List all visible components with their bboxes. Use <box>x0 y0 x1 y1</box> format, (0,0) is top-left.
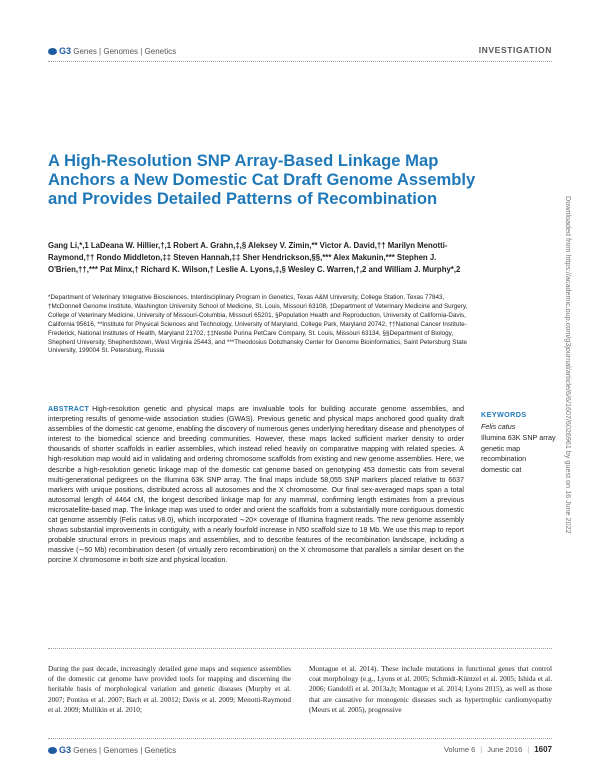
footer-journal-name: G3 <box>59 745 72 755</box>
journal-name: G3 <box>59 46 72 56</box>
footer-journal-tagline: Genes | Genomes | Genetics <box>73 746 177 755</box>
body-column-right: Montague et al. 2014). These include mutations in functional genes that control coat morphology (e.g., Lyons et al. 2005; Schmidt-Küntzel et al. 2005; Ishida et al. 2006; Gandolfi et al. 2013a,b; Montague et al. 2014; Lyons 2015), as well as those that are causative for monogenic diseases such as hypertrophic cardiomyopathy (Meurs et al. 2005), progressive <box>309 665 552 714</box>
footer-journal-logo <box>48 745 176 755</box>
journal-tagline: Genes | Genomes | Genetics <box>73 47 177 56</box>
abstract <box>48 405 464 567</box>
g3-logo-icon <box>48 48 57 55</box>
abstract-divider <box>48 648 552 649</box>
keywords-heading: KEYWORDS <box>481 410 527 419</box>
footer-volume: Volume 6 <box>443 745 476 754</box>
page-number: 1607 <box>534 745 552 754</box>
keyword-item: Felis catus <box>481 422 516 431</box>
abstract-text: High-resolution genetic and physical maps are invaluable tools for building accurate genome assemblies, and interpreting results of genome-wide association studies (GWAS). Previous genetic and physical maps anchored good quality draft assemblies of the domestic cat genome, enabling the discovery of numerous genes underlying hereditary disease and phenotypes of interest to the biomedical science and breeding communities. However, these maps lacked sufficient marker density to order thousands of shorter scaffolds in earlier assemblies, which instead relied heavily on comparative mapping with related species. A high-resolution map would aid in validating and ordering chromosome scaffolds from existing and new genome assemblies. Here, we describe a high-resolution genetic linkage map of the domestic cat genome based on genotyping 453 domestic cats from several multi-generational pedigrees on the Illumina 63K SNP array. The final maps include 58,055 SNP markers placed relative to 6637 markers with unique positions, distributed across all autosomes and the X chromosome. Our final sex-averaged maps span a total autosomal length of 4464 cM, the longest described linkage map for any mammal, confirming length estimates from a previous microsatellite-based map. The linkage map was used to order and orient the scaffolds from a substantially more contiguous domestic cat genome assembly (Felis catus v8.0), which incorporated ∼20× coverage of Illumina fragment reads. The new genome assembly shows substantial improvements in contiguity, with a nearly fourfold increase in N50 scaffold size to 18 Mb. We use this map to report probable structural errors in previous maps and assemblies, and to describe features of the recombination landscape, including a massive (∼50 Mb) recombination desert (of virtually zero recombination) on the X chromosome that parallels a similar desert on the porcine X chromosome in both size and physical location. <box>48 406 464 565</box>
keyword-item: recombination <box>481 454 527 464</box>
keyword-item: domestic cat <box>481 465 522 475</box>
keyword-item: Illumina 63K SNP array <box>481 432 556 442</box>
footer-date: June 2016 <box>487 745 523 754</box>
abstract-heading: ABSTRACT <box>48 406 90 413</box>
header-divider <box>48 61 552 62</box>
keywords-box <box>481 410 561 476</box>
section-label: INVESTIGATION <box>478 45 552 55</box>
keyword-item: genetic map <box>481 443 521 453</box>
affiliations: *Department of Veterinary Integrative Biosciences, Interdisciplinary Program in Genetics, Texas A&M University, College Station, Texas 77843, †McDonnell Genome Institute, Washington University School of Medicine, St. Louis, Missouri 63108, ‡Department of Veterinary Medicine and Surgery, College of Veterinary Medicine, University of Missouri-Columbia, Missouri 65201, §Population Health and Reproduction, University of California-Davis, California 95616, **Institute for Physical Sciences and Technology, University of Maryland, College Park, Maryland 20742, ††National Cancer Institute-Frederick, National Institutes of Health, Maryland 21702, ‡‡Nestlé Purina PetCare Company, St. Louis, Missouri 63134, §§Department of Biology, Shepherd University, Shepherdstown, West Virginia 25443, and ***Theodosius Dobzhansky Center for Genome Bioinformatics, Saint Petersburg State University, 199004 St. Petersburg, Russia <box>48 294 468 355</box>
footer-divider <box>48 738 552 739</box>
footer-citation: Volume 6 | June 2016 | 1607 <box>443 745 552 754</box>
article-title: A High-Resolution SNP Array-Based Linkage Map Anchors a New Domestic Cat Draft Genome Assembly and Provides Detailed Patterns of Recombination <box>48 151 476 208</box>
download-note: Downloaded from https://academic.oup.com/g3journal/article/6/6/1607/6026961 by guest on 16 June 2022 <box>564 196 573 534</box>
author-list: Gang Li,*,1 LaDeana W. Hillier,†,1 Robert A. Grahn,‡,§ Aleksey V. Zimin,** Victor A. David,†† Marilyn Menotti-Raymond,†† Rondo Middleton,‡‡ Steven Hannah,‡‡ Sher Hendrickson,§§,*** Alex Makunin,*** Stephen J. O'Brien,††,*** Pat Minx,† Richard K. Wilson,† Leslie A. Lyons,‡,§ Wesley C. Warren,†,2 and William J. Murphy*,2 <box>48 241 461 274</box>
journal-logo <box>48 46 176 56</box>
g3-logo-icon <box>48 747 57 754</box>
body-column-left: During the past decade, increasingly detailed gene maps and sequence assemblies of the domestic cat genome have provided tools for mapping and discerning the heritable basis of morphological variation and genetic diseases (Murphy et al. 2007; Pontius et al. 2007; Bach et al. 20012; Davis et al. 2009; Menotti-Raymond et al. 2009; Mullikin et al. 2010; <box>48 665 291 714</box>
